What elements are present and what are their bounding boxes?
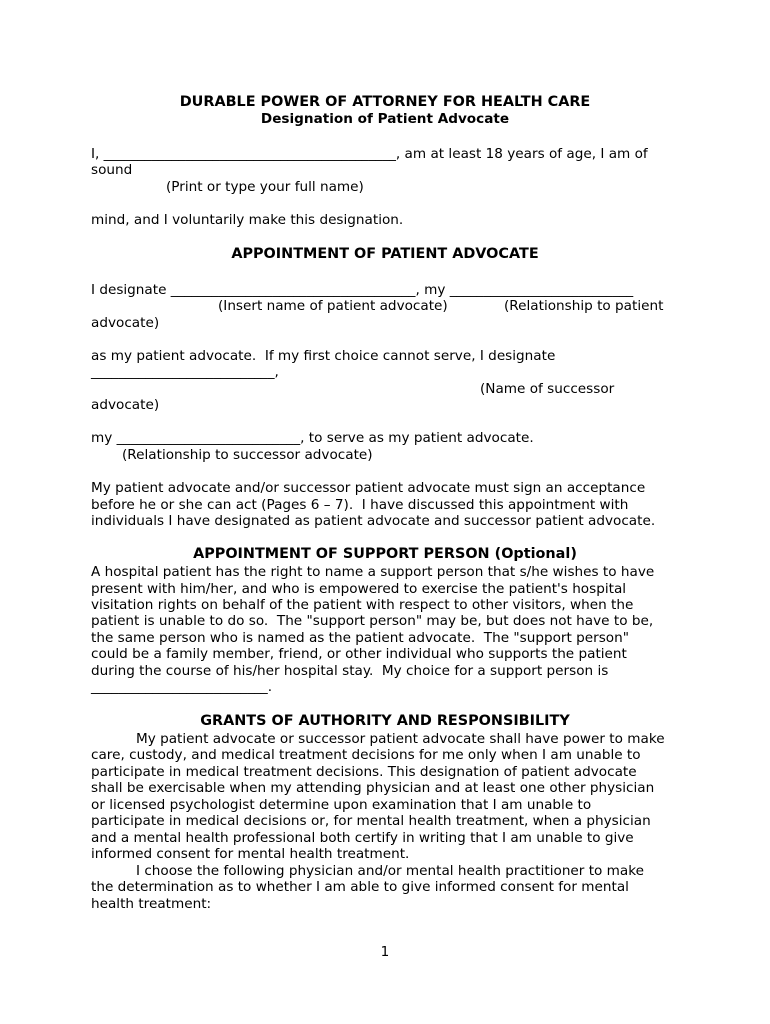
grants-para-line: shall be exercisable when my attending physician and at least one other physician [91,780,655,796]
advocate-name-caption: (Insert name of patient advocate) [218,298,448,314]
intro-line-1: I, ___________________________________________, am at least 18 years of age, I am of [91,146,648,162]
grants-para-line: the determination as to whether I am able to give informed consent for mental [91,879,629,895]
grants-heading: GRANTS OF AUTHORITY AND RESPONSIBILITY [200,713,570,729]
intro-line-4: mind, and I voluntarily make this designation. [91,212,404,228]
grants-para-line: care, custody, and medical treatment decisions for me only when I am unable to [91,747,641,763]
support-para-line: visitation rights on behalf of the patient with respect to other visitors, when the [91,597,634,613]
support-para-line: the same person who is named as the patient advocate. The "support person" [91,630,629,646]
acceptance-para-line: My patient advocate and/or successor patient advocate must sign an acceptance [91,480,646,496]
grants-para-line: or licensed psychologist determine upon examination that I am unable to [91,797,592,813]
advocate-caption-end: advocate) [91,315,160,331]
successor-line: as my patient advocate. If my first choice cannot serve, I designate [91,348,556,364]
acceptance-para-line: before he or she can act (Pages 6 – 7). I have discussed this appointment with [91,497,629,513]
intro-name-caption: (Print or type your full name) [166,179,364,195]
support-para-line: A hospital patient has the right to name a support person that s/he wishes to have [91,564,655,580]
successor-caption-end: advocate) [91,397,160,413]
acceptance-para-line: individuals I have designated as patient advocate and successor patient advocate. [91,513,656,529]
support-para-line: could be a family member, friend, or other individual who supports the patient [91,646,627,662]
grants-para-line: My patient advocate or successor patient advocate shall have power to make [136,731,665,747]
successor-name-caption: (Name of successor [480,381,615,397]
grants-para-line: participate in medical treatment decisions. This designation of patient advocate [91,764,637,780]
grants-para-line: I choose the following physician and/or mental health practitioner to make [136,863,644,879]
relationship-caption: (Relationship to patient [504,298,664,314]
support-para-line: during the course of his/her hospital stay. My choice for a support person is [91,663,609,679]
grants-para-line: participate in medical decisions or, for mental health treatment, when a physician [91,813,651,829]
intro-line-2: sound [91,162,133,178]
designate-line: I designate ____________________________________, my ___________________________ [91,282,634,298]
support-person-heading: APPOINTMENT OF SUPPORT PERSON (Optional) [193,546,577,562]
page-number: 1 [380,944,390,960]
document-title: DURABLE POWER OF ATTORNEY FOR HEALTH CARE [179,94,591,110]
grants-para-line: and a mental health professional both certify in writing that I am unable to give [91,830,634,846]
support-para-line: present with him/her, and who is empowered to exercise the patient's hospital [91,581,627,597]
grants-para-line: health treatment: [91,896,212,912]
patient-advocate-heading: APPOINTMENT OF PATIENT ADVOCATE [231,246,539,262]
successor-relationship-caption: (Relationship to successor advocate) [122,447,373,463]
grants-para-line: informed consent for mental health treatment. [91,846,410,862]
successor-blank: ___________________________, [91,364,279,380]
support-para-line: __________________________. [91,679,273,695]
document-subtitle: Designation of Patient Advocate [260,111,510,127]
successor-relationship-line: my ___________________________, to serve as my patient advocate. [91,430,534,446]
support-para-line: patient is unable to do so. The "support person" may be, but does not have to be, [91,613,654,629]
